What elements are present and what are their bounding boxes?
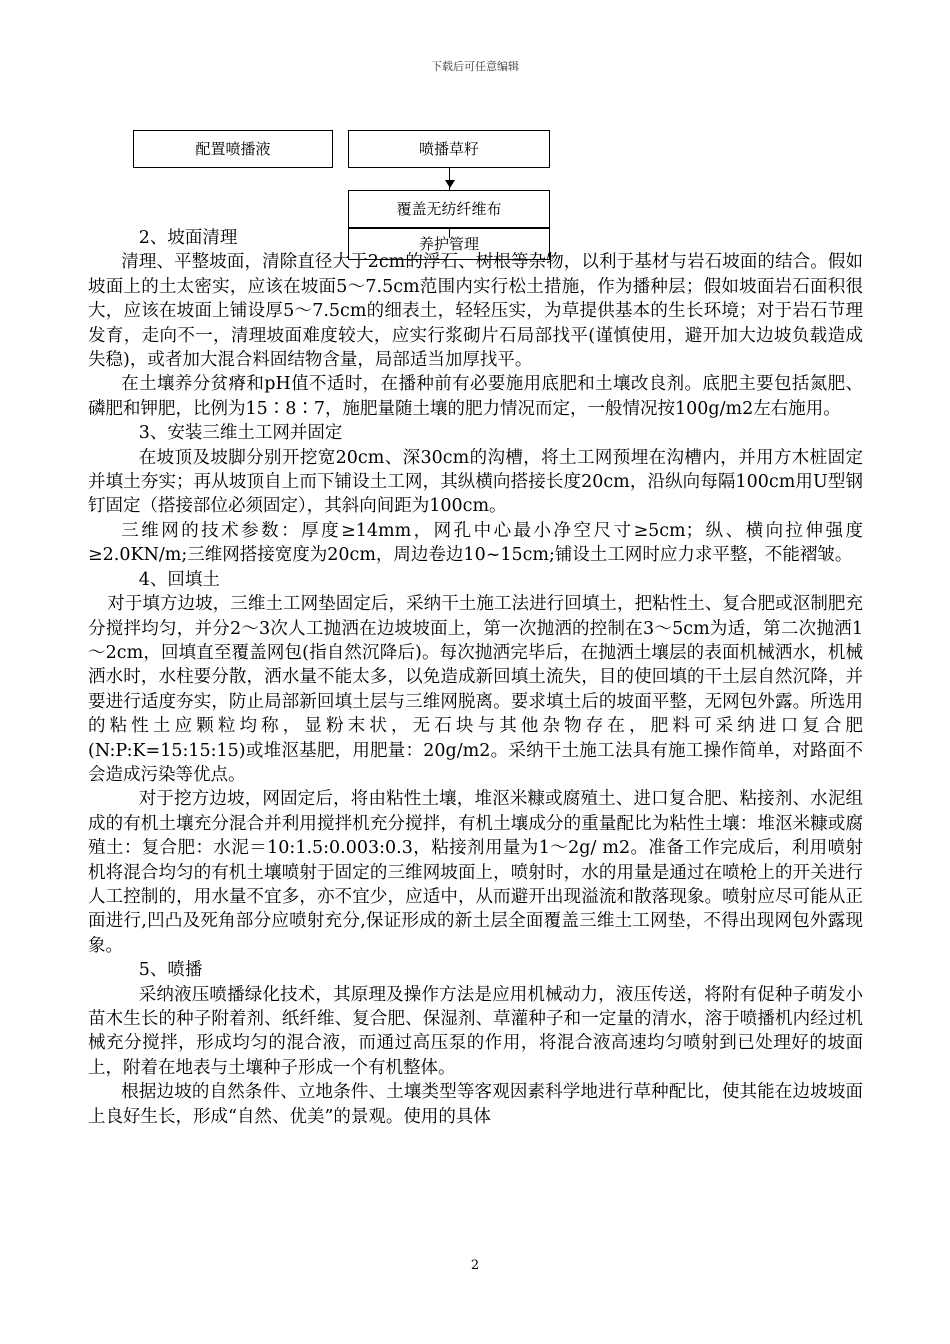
page-header: 下载后可任意编辑 <box>431 60 519 73</box>
flowchart-arrow-head <box>445 180 455 188</box>
section-heading-backfill: 4、回填土 <box>138 569 220 590</box>
section-heading-spraying: 5、喷播 <box>138 960 203 981</box>
paragraph: 对于填方边坡，三维土工网垫固定后，采纳干土施工法进行回填土，把粘性土、复合肥或沤制肥充分搅拌均匀，并分2～3次人工抛洒在边坡坡面上，第一次抛洒的控制在3～5cm为适，第二次抛洒1～2cm，回填直至覆盖网包(指自然沉降后)。每次抛洒完毕后，在抛洒土壤层的表面机械洒水，机械洒水时，水柱要分散，洒水量不能太多，以免造成新回填土流失，目的使回填的干土层自然沉降，并要进行适度夯实，防止局部新回填土层与三维网脱离。要求填土后的坡面平整，无网包外露。所选用的粘性土应颗粒均称，显粉末状，无石块与其他杂物存在，肥料可采纳进口复合肥(N:P:K=15:15:15)或堆沤基肥，用肥量：20g/m2。采纳干土施工法具有施工操作简单，对路面不会造成污染等优点。 <box>88 594 863 785</box>
body-text <box>88 226 863 1129</box>
paragraph: 清理、平整坡面，清除直径大于2cm的浮石、树根等杂物，以利于基材与岩石坡面的结合。假如坡面上的土太密实，应该在坡面5～7.5cm范围内实行松土措施，作为播种层；假如坡面岩石面积很大，应该在坡面上铺设厚5～7.5cm的细表土，轻轻压实，为草提供基本的生长环境；对于岩石节理发育，走向不一，清理坡面难度较大，应实行浆砌片石局部找平(谨慎使用，避开加大边坡负载造成失稳)，或者加大混合料固结物含量，局部适当加厚找平。 <box>88 252 863 371</box>
flowchart-box-maintenance: 养护管理 <box>348 228 550 260</box>
flowchart-box-cover-cloth: 覆盖无纺纤维布 <box>348 190 550 228</box>
flowchart-box-prepare-liquid: 配置喷播液 <box>133 130 333 168</box>
flowchart-box-spray-seeds: 喷播草籽 <box>348 130 550 168</box>
section-heading-install-net: 3、安装三维土工网并固定 <box>138 423 343 444</box>
paragraph: 在土壤养分贫瘠和pH值不适时，在播种前有必要施用底肥和土壤改良剂。底肥主要包括氮肥、磷肥和钾肥，比例为15∶8∶7，施肥量随土壤的肥力情况而定，一般情况按100g/m2左右施用。 <box>88 374 863 419</box>
paragraph: 三维网的技术参数：厚度≥14mm，网孔中心最小净空尺寸≥5cm；纵、横向拉伸强度≥2.0KN/m;三维网搭接宽度为20cm，周边卷边10~15cm;铺设土工网时应力求平整，不能褶皱。 <box>88 520 863 566</box>
page-number: 2 <box>470 1258 480 1273</box>
paragraph: 采纳液压喷播绿化技术，其原理及操作方法是应用机械动力，液压传送，将附有促种子萌发小苗木生长的种子附着剂、纸纤维、复合肥、保湿剂、草灌种子和一定量的清水，溶于喷播机内经过机械充分搅拌，形成均匀的混合液，而通过高压泵的作用，将混合液高速均匀喷射到已处理好的坡面上，附着在地表与土壤种子形成一个有机整体。 <box>88 984 863 1078</box>
paragraph: 根据边坡的自然条件、立地条件、土壤类型等客观因素科学地进行草种配比，使其能在边坡坡面上良好生长，形成“自然、优美”的景观。使用的具体 <box>88 1082 863 1127</box>
section-heading-slope-cleaning: 2、坡面清理 <box>138 228 238 248</box>
paragraph: 对于挖方边坡，网固定后，将由粘性土壤，堆沤米糠或腐殖土、进口复合肥、粘接剂、水泥组成的有机土壤充分混合并利用搅拌机充分搅拌，有机土壤成分的重量配比为粘性土壤：堆沤米糠或腐殖土：复合肥：水泥＝10:1.5:0.003:0.3，粘接剂用量为1～2g/ m2。准备工作完成后，利用喷射机将混合均匀的有机土壤喷射于固定的三维网坡面上，喷射时，水的用量是通过在喷枪上的开关进行人工控制的，用水量不宜多，亦不宜少，应适中，从而避开出现溢流和散落现象。喷射应尽可能从正面进行,凹凸及死角部分应喷射充分,保证形成的新土层全面覆盖三维土工网垫，不得出现网包外露现象。 <box>88 789 863 956</box>
paragraph: 在坡顶及坡脚分别开挖宽20cm、深30cm的沟槽，将土工网预埋在沟槽内，并用方木桩固定并填土夯实；再从坡顶自上而下铺设土工网，其纵横向搭接长度20cm，沿纵向每隔100cm用U型钢钉固定（搭接部位必须固定），其斜向间距为100cm。 <box>88 447 863 517</box>
